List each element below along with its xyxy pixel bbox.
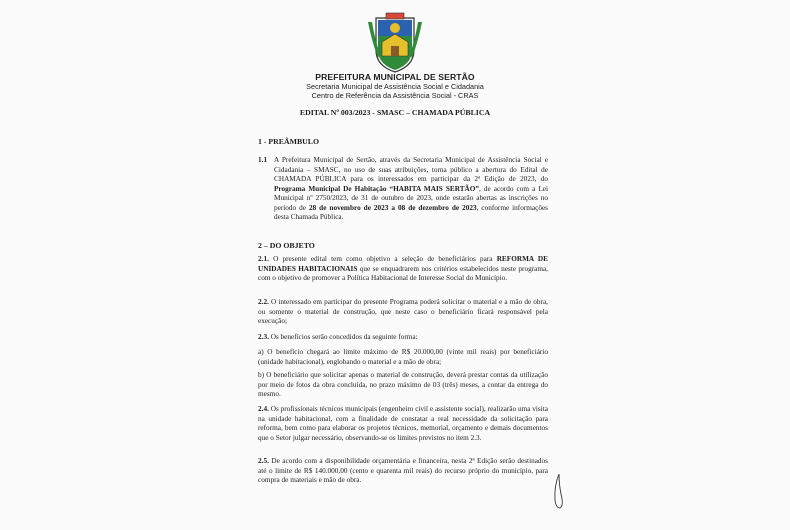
edital-title: EDITAL Nº 003/2023 - SMASC – CHAMADA PÚBLICA [299,108,491,117]
section-heading-objeto: 2 – DO OBJETO [258,241,315,250]
municipal-crest-logo [366,12,424,74]
paragraph-2-1: 2.1. O presente edital tem como objetivo a seleção de beneficiários para REFORMA DE UNIDADES HABITACIONAIS que se enquadrarem nos critérios estabelecidos neste programa, com o objetivo de promover a Política Habitacional de Interesse Social do Município. [258,255,549,282]
paragraph-2-5: 2.5. De acordo com a disponibilidade orçamentária e financeira, nesta 2ª Edição serão destinados até o limite de R$ 140.000,00 (cento e quarenta mil reais) do recurso próprio do município, para compra de materiais e mão de obra. [258,457,548,484]
paragraph-2-2: 2.2. O interessado em participar do presente Programa poderá solicitar o material e a mão de obra, ou somente o material de construção, que neste caso o beneficiário ficará responsável pela execução; [258,298,548,325]
paragraph-2-3: 2.3. Os benefícios serão concedidos da seguinte forma: [258,333,418,341]
header-cras: Centro de Referência da Assistência Social - CRAS [311,91,479,100]
paragraph-number: 1.1 [258,156,268,164]
paragraph-2-4: 2.4. Os profissionais técnicos municipais (engenheiro civil e assistente social), realizarão uma visita na unidade habitacional, com a finalidade de constatar a real necessidade da solicitação para reforma, bem como para elaborar os projetos técnicos, memorial, orçamento e demais documentos que o Setor julgar necessário, observando-se os limites previstos no item 2.3. [258,405,548,442]
header-title: PREFEITURA MUNICIPAL DE SERTÃO [315,72,475,82]
section-heading-preambulo: 1 - PREÂMBULO [258,137,320,146]
paragraph-2-3-a: a) O benefício chegará ao limite máximo de R$ 20.000,00 (vinte mil reais) por beneficiário (unidade habitacional), englobando o material e a mão de obra; [258,348,548,366]
paragraph-2-3-b: b) O beneficiário que solicitar apenas o material de construção, deverá prestar contas da utilização por meio de fotos da obra concluída, no prazo máximo de 03 (três) meses, a contar da entrega do mesmo. [258,371,548,398]
paragraph-1-1: 1.1 A Prefeitura Municipal de Sertão, através da Secretaria Municipal de Assistência Social e Cidadania – SMASC, no uso de suas atribuições, torna público a abertura do Edital de CHAMADA PÚBLICA para os interessados em participar da 2ª Edição de 2023, do Programa Municipal De Habitação “HABITA MAIS SERTÃO”, de acordo com a Lei Municipal nº 2750/2023, de 31 de outubro de 2023, onde estarão abertas as inscrições no período de 28 de novembro de 2023 a 08 de dezembro de 2023, conforme informações desta Chamada Pública. [258,156,549,221]
header-secretaria: Secretaria Municipal de Assistência Social e Cidadania [306,82,484,91]
handwritten-initial-signature [551,472,567,512]
